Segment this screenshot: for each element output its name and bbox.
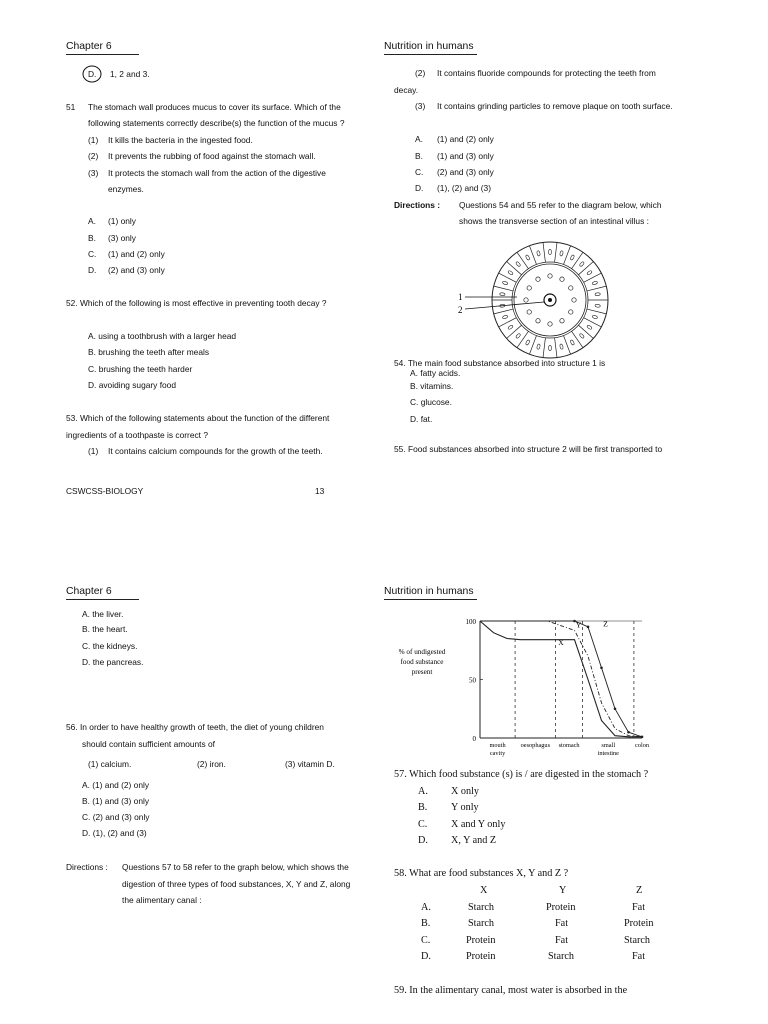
villus-cell-nucleus [595, 304, 600, 307]
villus-capillary [560, 277, 564, 281]
q57-option-b: Y only [451, 802, 479, 813]
villus-cell-nucleus [500, 293, 505, 296]
q56-item-1: (1) calcium. [88, 759, 132, 769]
q51-stem-line2: following statements correctly describe(s) the function of the mucus ? [88, 118, 345, 128]
q58-row-c-x: Protein [466, 935, 496, 946]
villus-capillary [524, 298, 528, 302]
chart-region-labels [490, 742, 650, 757]
q56-item-3: (3) vitamin D. [285, 759, 335, 769]
footer-page-number: 13 [315, 486, 325, 496]
page1-header-left: Chapter 6 [66, 41, 112, 52]
q51-statement-3-line1: It protects the stomach wall from the action of the digestive [108, 168, 326, 178]
chart-series-z-point [614, 707, 617, 710]
q58-row-c-y: Fat [555, 935, 569, 946]
villus-cell-nucleus [592, 315, 598, 319]
villus-label-line-2 [465, 302, 544, 309]
q58-row-b-x: Starch [468, 918, 495, 929]
q56-option-c: C. (2) and (3) only [82, 812, 150, 822]
q54-option-d: D. fat. [410, 414, 433, 424]
directions-57-58-line1: Questions 57 to 58 refer to the graph below, which shows the [122, 862, 349, 872]
villus-cell-wall [563, 246, 570, 265]
q51-statement-1-number: (1) [88, 135, 99, 145]
q52-option-c: C. brushing the teeth harder [88, 364, 193, 374]
q56-item-2: (2) iron. [197, 759, 226, 769]
q58-row-d-y: Starch [548, 951, 575, 962]
page1-header-rule-left [66, 54, 139, 55]
q58-row-d-x: Protein [466, 951, 496, 962]
villus-cell-nucleus [537, 251, 541, 257]
q57-option-a: X only [451, 786, 480, 797]
q53-option-a: (1) and (2) only [437, 134, 494, 144]
q53-statement-3-number: (3) [415, 101, 426, 111]
q51-option-d: (2) and (3) only [108, 265, 165, 275]
villus-cell-wall [563, 336, 570, 355]
q54-option-b: B. vitamins. [410, 381, 454, 391]
chart-series-z-point [587, 626, 590, 629]
q57-option-d-letter: D. [418, 835, 428, 846]
q53-option-d-letter: D. [415, 183, 424, 193]
q58-row-d-letter: D. [421, 951, 431, 962]
villus-cell-wall [584, 273, 602, 282]
villus-cell-nucleus [570, 255, 575, 261]
villus-capillary [572, 298, 576, 302]
villus-cell-wall [499, 273, 517, 282]
q54-option-a: A. fatty acids. [410, 368, 461, 378]
villus-cell-nucleus [595, 293, 600, 296]
villus-capillary [536, 277, 540, 281]
q53-stem-line2: ingredients of a toothpaste is correct ? [66, 430, 208, 440]
chart-region-label: stomach [558, 742, 580, 749]
villus-label-2: 2 [458, 305, 463, 315]
q52-option-b: B. brushing the teeth after meals [88, 347, 210, 357]
q57-option-c-letter: C. [418, 819, 428, 830]
q53-stem-line1: 53. Which of the following statements about the function of the different [66, 413, 330, 423]
villus-cell-nucleus [508, 325, 514, 330]
q52-option-d: D. avoiding sugary food [88, 380, 176, 390]
page1-header-rule-right [384, 54, 477, 55]
q53-statement-3: It contains grinding particles to remove plaque on tooth surface. [437, 101, 673, 111]
chart-region-label: small [601, 742, 616, 749]
chart-series-label-y: Y [575, 620, 582, 630]
chart-region-label: cavity [489, 750, 506, 757]
directions-57-58-line2: digestion of three types of food substances, X, Y and Z, along [122, 879, 351, 889]
q56-stem-line1: 56. In order to have healthy growth of teeth, the diet of young children [66, 722, 324, 732]
q57-option-d: X, Y and Z [451, 835, 497, 846]
q55-stem: 55. Food substances absorbed into structure 2 will be first transported to [394, 444, 663, 454]
q57-option-b-letter: B. [418, 802, 428, 813]
page2-header-right: Nutrition in humans [384, 586, 474, 597]
q59-stem: 59. In the alimentary canal, most water is absorbed in the [394, 985, 628, 996]
villus-cell-nucleus [502, 315, 508, 319]
q58-row-b-letter: B. [421, 918, 431, 929]
page2-header-left: Chapter 6 [66, 586, 112, 597]
directions-57-58-line3: the alimentary canal : [122, 895, 202, 905]
chart-series-z-point [627, 731, 630, 734]
villus-cell-nucleus [592, 281, 598, 285]
q51-option-a-letter: A. [88, 216, 96, 226]
chart-region-label: mouth [489, 742, 506, 749]
villus-capillary [527, 310, 531, 314]
q51-statement-1: It kills the bacteria in the ingested food. [108, 135, 253, 145]
q57-option-c: X and Y only [451, 819, 506, 830]
q58-row-c-z: Starch [624, 935, 651, 946]
villus-cell-wall [584, 318, 602, 327]
chart-y-tick-label: 0 [472, 735, 476, 743]
q58-row-a-x: Starch [468, 902, 495, 913]
villus-cell-wall [543, 338, 545, 358]
chart-region-label: oesophagus [520, 742, 551, 749]
q58-row-d-z: Fat [632, 951, 646, 962]
chart-ylabel-line-2: food substance [400, 658, 444, 666]
q51-number: 51 [66, 102, 76, 112]
villus-capillary [527, 286, 531, 290]
villus-cell-nucleus [525, 340, 530, 346]
villus-cell-wall [494, 309, 513, 314]
q58-row-a-letter: A. [421, 902, 431, 913]
villus-cell-wall [555, 338, 557, 358]
villus-cell-nucleus [502, 281, 508, 285]
villus-cell-wall [529, 246, 536, 265]
villus-cell-nucleus [549, 249, 552, 254]
villus-cell-nucleus [587, 270, 593, 275]
villus-cell-nucleus [508, 270, 514, 275]
directions-54-55-line1: Questions 54 and 55 refer to the diagram below, which [459, 200, 662, 210]
q53-statement-2-number: (2) [415, 68, 426, 78]
chart-ylabel-line-1: % of undigested [398, 648, 446, 656]
q53-option-c-letter: C. [415, 167, 424, 177]
q53-option-d: (1), (2) and (3) [437, 183, 491, 193]
directions-54-55-line2: shows the transverse section of an intestinal villus : [459, 216, 649, 226]
villus-cell-wall [529, 336, 536, 355]
answer-text: 1, 2 and 3. [110, 69, 150, 79]
q58-header-z: Z [636, 885, 643, 896]
q55-option-c: C. the kidneys. [82, 641, 138, 651]
page2-header-rule-right [384, 599, 477, 600]
q55-option-b: B. the heart. [82, 624, 128, 634]
q54-option-c: C. glucose. [410, 397, 452, 407]
q58-header-y: Y [559, 885, 567, 896]
q53-statement-1: It contains calcium compounds for the growth of the teeth. [108, 446, 323, 456]
q51-option-d-letter: D. [88, 265, 97, 275]
q51-option-c: (1) and (2) only [108, 249, 165, 259]
q58-header-x: X [480, 885, 488, 896]
villus-cell-nucleus [560, 251, 564, 257]
q57-stem: 57. Which food substance (s) is / are digested in the stomach ? [394, 769, 649, 780]
q53-statement-2-line1: It contains fluoride compounds for protecting the teeth from [437, 68, 656, 78]
q56-option-b: B. (1) and (3) only [82, 796, 150, 806]
chart-series-label-z: Z [603, 619, 608, 629]
page1-header-right: Nutrition in humans [384, 41, 474, 52]
villus-capillary [548, 274, 552, 278]
q53-option-b-letter: B. [415, 151, 423, 161]
villus-cell-wall [499, 318, 517, 327]
villus-label-1: 1 [458, 292, 463, 302]
villus-capillary [548, 322, 552, 326]
q53-option-a-letter: A. [415, 134, 423, 144]
chart-series-labels [558, 619, 608, 647]
villus-capillary [569, 310, 573, 314]
villus-cell-wall [555, 242, 557, 262]
villus-cell-nucleus [587, 325, 593, 330]
q51-option-b-letter: B. [88, 233, 96, 243]
q51-option-a: (1) only [108, 216, 136, 226]
q53-statement-2-line2: decay. [394, 85, 419, 95]
q55-option-a: A. the liver. [82, 609, 124, 619]
villus-cell-nucleus [570, 340, 575, 346]
footer-school: CSWCSS-BIOLOGY [66, 486, 144, 496]
q54-stem: 54. The main food substance absorbed into structure 1 is [394, 358, 606, 368]
villus-lacteal-core [548, 298, 552, 302]
q58-row-a-z: Fat [632, 902, 646, 913]
q51-stem-line1: The stomach wall produces mucus to cover its surface. Which of the [88, 102, 341, 112]
villus-capillary [569, 286, 573, 290]
q53-statement-1-number: (1) [88, 446, 99, 456]
villus-diagram [455, 240, 635, 362]
answer-mark-letter: D. [88, 69, 97, 79]
villus-cell-nucleus [579, 261, 585, 267]
q53-option-c: (2) and (3) only [437, 167, 494, 177]
q51-statement-3-line2: enzymes. [108, 184, 144, 194]
villus-cell-nucleus [537, 344, 541, 350]
q58-row-b-y: Fat [555, 918, 569, 929]
q58-row-a-y: Protein [546, 902, 576, 913]
villus-cell-wall [587, 286, 606, 291]
q58-stem: 58. What are food substances X, Y and Z ? [394, 868, 569, 879]
chart-region-label: colon [635, 742, 649, 749]
q55-option-d: D. the pancreas. [82, 657, 144, 667]
chart-y-tick-label: 50 [469, 676, 476, 685]
villus-cell-nucleus [549, 345, 552, 350]
villus-cell-wall [587, 309, 606, 314]
chart-region-label: intestine [597, 750, 619, 757]
chart-series-z-point [600, 667, 603, 670]
villus-cell-nucleus [560, 344, 564, 350]
q51-statement-2: It prevents the rubbing of food against the stomach wall. [108, 151, 316, 161]
chart-ylabel-line-3: present [411, 668, 433, 676]
q56-stem-line2: should contain sufficient amounts of [82, 739, 215, 749]
villus-capillary [560, 319, 564, 323]
villus-cell-nucleus [525, 255, 530, 261]
villus-capillary [536, 319, 540, 323]
villus-cell-wall [494, 286, 513, 291]
chart-series-z-point [641, 736, 644, 739]
q51-option-b: (3) only [108, 233, 136, 243]
q56-option-d: D. (1), (2) and (3) [82, 828, 147, 838]
directions-54-55-label: Directions : [394, 200, 441, 210]
villus-cell-nucleus [579, 333, 585, 339]
q52-stem: 52. Which of the following is most effective in preventing tooth decay ? [66, 298, 327, 308]
q56-option-a: A. (1) and (2) only [82, 780, 150, 790]
q51-statement-3-number: (3) [88, 168, 99, 178]
villus-cell-nucleus [515, 333, 521, 339]
chart-y-tick-label: 100 [465, 618, 476, 626]
villus-cell-wall [543, 242, 545, 262]
q58-row-c-letter: C. [421, 935, 431, 946]
q51-statement-2-number: (2) [88, 151, 99, 161]
q53-option-b: (1) and (3) only [437, 151, 494, 161]
chart-series-label-x: X [558, 638, 564, 648]
q57-option-a-letter: A. [418, 786, 428, 797]
q58-row-b-z: Protein [624, 918, 654, 929]
q52-option-a: A. using a toothbrush with a larger head [88, 331, 237, 341]
page2-header-rule-left [66, 599, 139, 600]
digestion-chart [392, 610, 660, 766]
villus-cell-nucleus [515, 261, 521, 267]
q51-option-c-letter: C. [88, 249, 97, 259]
directions-57-58-label: Directions : [66, 862, 108, 872]
